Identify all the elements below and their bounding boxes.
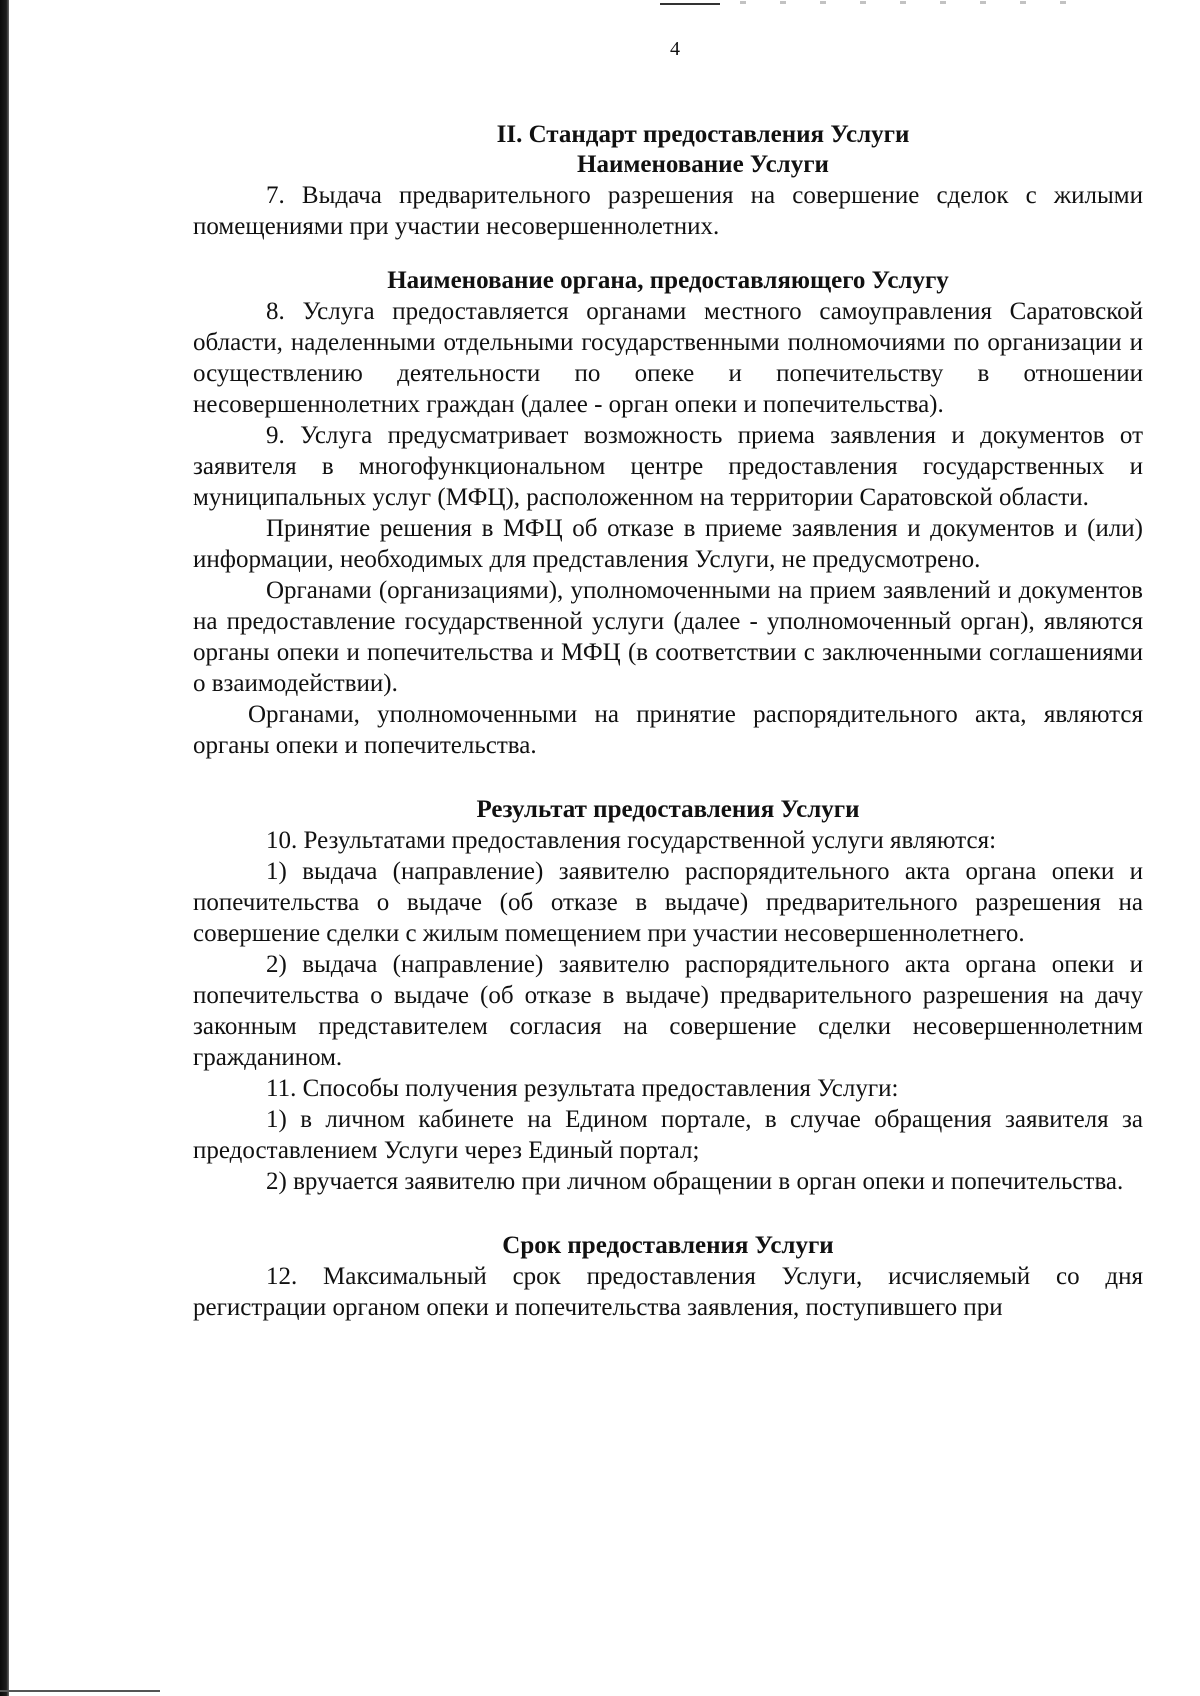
list-item-result-1: 1) выдача (направление) заявителю распорядительного акта органа опеки и попечительства о выдаче (об отказе в выдаче) предварительного разрешения на совершение сделки с жилым помещением при участии несовершеннолетнего.: [193, 858, 1143, 947]
paragraph-10: 10. Результатами предоставления государственной услуги являются:: [266, 827, 997, 854]
section-standard: [193, 120, 1143, 242]
paragraph-mfc-refusal: Принятие решения в МФЦ об отказе в приеме заявления и документов и (или) информации, необходимых для представления Услуги, не предусмотрено.: [193, 515, 1143, 573]
paragraph-act-organs: Органами, уполномоченными на принятие распорядительного акта, являются органы опеки и попечительства.: [193, 701, 1143, 759]
paragraph-9: 9. Услуга предусматривает возможность приема заявления и документов от заявителя в многофункциональном центре предоставления государственных и муниципальных услуг (МФЦ), расположенном на территории Саратовской области.: [193, 422, 1143, 511]
section-term: [193, 1231, 1143, 1323]
subsection-heading: Наименование Услуги: [577, 151, 829, 178]
paragraph-8: 8. Услуга предоставляется органами местного самоуправления Саратовской области, наделенными отдельными государственными полномочиями по организации и осуществлению деятельности по опеке и попечительству в отношении несовершеннолетних граждан (далее - орган опеки и попечительства).: [193, 298, 1143, 418]
spacer: [193, 242, 1143, 266]
paragraph-7: 7. Выдача предварительного разрешения на совершение сделок с жилыми помещениями при участии несовершеннолетних.: [193, 182, 1143, 240]
spacer: [193, 761, 1143, 795]
subsection-heading: Наименование органа, предоставляющего Услугу: [387, 267, 949, 294]
top-scan-mark: [660, 3, 720, 5]
scan-edge-shadow: [0, 0, 9, 1696]
subsection-heading: Результат предоставления Услуги: [476, 796, 860, 823]
page-number: 4: [670, 38, 680, 60]
list-item-method-1: 1) в личном кабинете на Едином портале, в случае обращения заявителя за предоставлением Услуги через Единый портал;: [193, 1106, 1143, 1164]
top-scan-noise: [740, 1, 1070, 4]
section-title: II. Стандарт предоставления Услуги: [496, 121, 910, 148]
section-result: [193, 795, 1143, 1197]
list-item-method-2: 2) вручается заявителю при личном обращении в орган опеки и попечительства.: [266, 1168, 1124, 1195]
document-body: [193, 120, 1143, 1323]
subsection-heading: Срок предоставления Услуги: [502, 1232, 834, 1259]
paragraph-authorized-organs: Органами (организациями), уполномоченными на прием заявлений и документов на предоставление государственной услуги (далее - уполномоченный орган), являются органы опеки и попечительства и МФЦ (в соответствии с заключенными соглашениями о взаимодействии).: [193, 577, 1143, 697]
spacer: [193, 1197, 1143, 1231]
bottom-scan-mark: [0, 1690, 160, 1692]
list-item-result-2: 2) выдача (направление) заявителю распорядительного акта органа опеки и попечительства о выдаче (об отказе в выдаче) предварительного разрешения на дачу законным представителем согласия на совершение сделки несовершеннолетним гражданином.: [193, 951, 1143, 1071]
section-providing-organ: [193, 266, 1143, 761]
paragraph-11: 11. Способы получения результата предоставления Услуги:: [266, 1075, 899, 1102]
paragraph-12: 12. Максимальный срок предоставления Услуги, исчисляемый со дня регистрации органом опеки и попечительства заявления, поступившего при: [193, 1263, 1143, 1321]
